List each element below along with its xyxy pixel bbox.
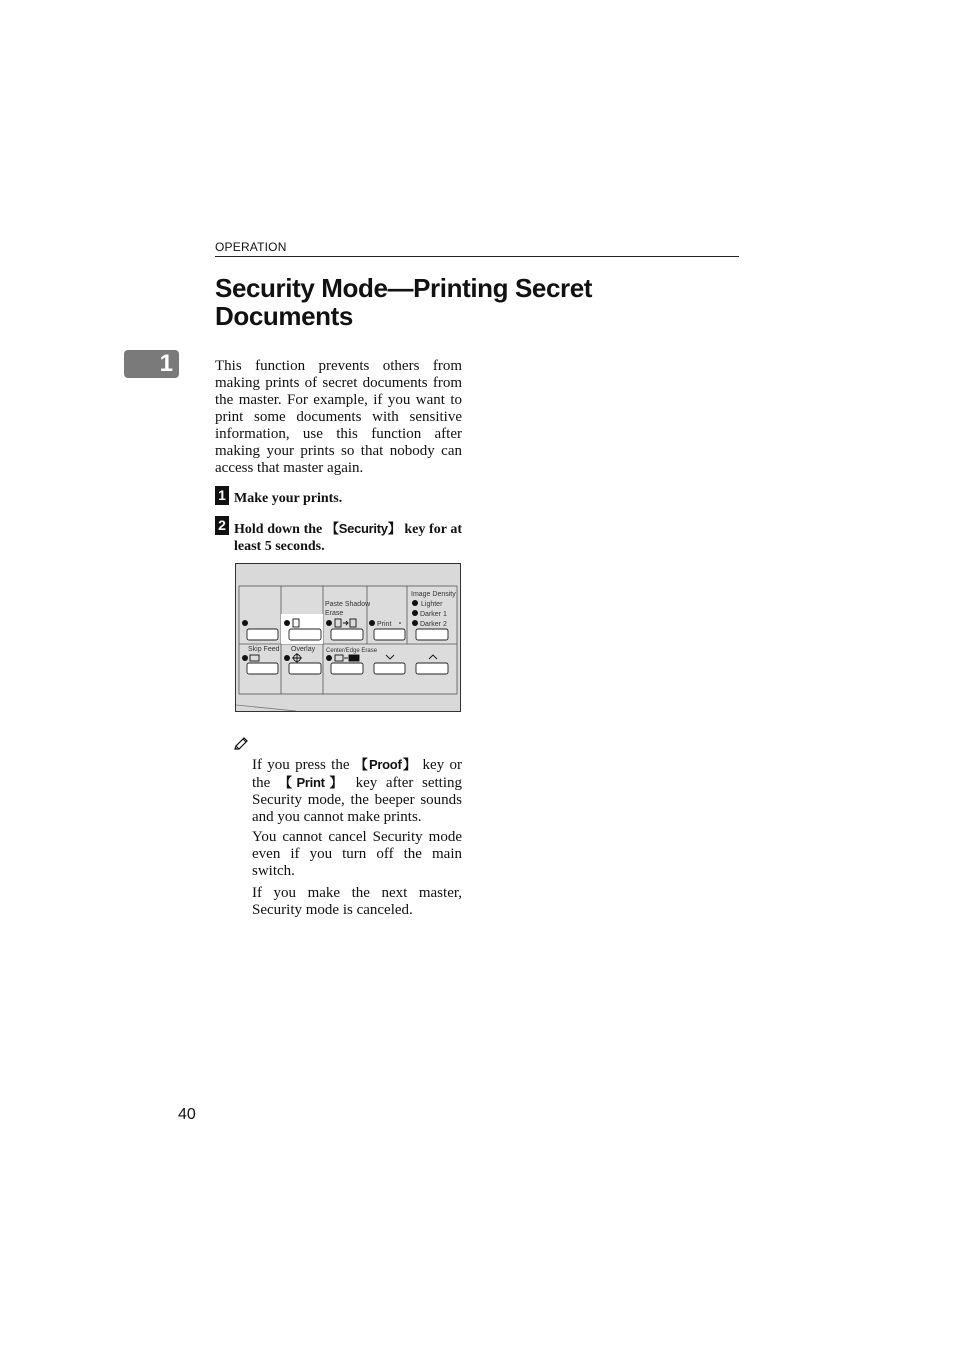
note-1-mid: key or the: [252, 757, 462, 791]
page-number: 40: [178, 1106, 196, 1123]
erase-label: Erase: [325, 610, 344, 617]
section-header: OPERATION: [215, 240, 287, 254]
intro-paragraph: This function prevents others from making prints of secret documents from the master. For example, if you want to print some documents with sensitive information, use this function after making your prints so that nobody can access that master again.: [215, 358, 462, 476]
darker1-label: Darker 1: [420, 611, 447, 618]
step-number-1: 1: [215, 486, 229, 505]
print-indicator-label: Print: [377, 621, 392, 628]
title-line-1: Security Mode—Printing Secret: [215, 273, 593, 303]
note-item-1: [252, 756, 462, 826]
overlay-label: Overlay: [291, 646, 316, 653]
step-1-text: Make your prints.: [234, 491, 343, 506]
center-edge-erase-label: Center/Edge Erase: [326, 648, 378, 654]
security-key-label: 【Security】: [325, 521, 401, 536]
skip-feed-label: Skip Feed: [248, 646, 280, 653]
note-1-pre: If you press the: [252, 757, 355, 773]
step-number-2: 2: [215, 516, 229, 535]
image-density-label: Image Density: [411, 591, 456, 598]
print-key-label: 【Print】: [278, 775, 348, 790]
step-1: [215, 486, 462, 507]
proof-key-label: 【Proof】: [354, 757, 418, 772]
step-2-post: key for at least 5 seconds.: [234, 522, 462, 554]
note-1-post: key after setting Security mode, the beeper sounds and you cannot make prints.: [252, 775, 462, 825]
step-2: [215, 516, 462, 555]
title-line-2: Documents: [215, 301, 353, 331]
pencil-note-icon: [233, 737, 249, 751]
control-panel-drawing: [236, 564, 460, 711]
chapter-tab: 1: [124, 350, 179, 378]
page-title: [215, 274, 755, 330]
paste-shadow-label: Paste Shadow: [325, 601, 371, 608]
step-2-pre: Hold down the: [234, 522, 326, 537]
step-2-text: [234, 516, 462, 555]
header-rule: [215, 256, 739, 257]
lighter-label: Lighter: [421, 601, 443, 608]
darker2-label: Darker 2: [420, 621, 447, 628]
control-panel-illustration: [235, 563, 461, 712]
note-item-3: If you make the next master, Security mode is canceled.: [252, 885, 462, 918]
note-item-2: You cannot cancel Security mode even if you turn off the main switch.: [252, 829, 462, 879]
